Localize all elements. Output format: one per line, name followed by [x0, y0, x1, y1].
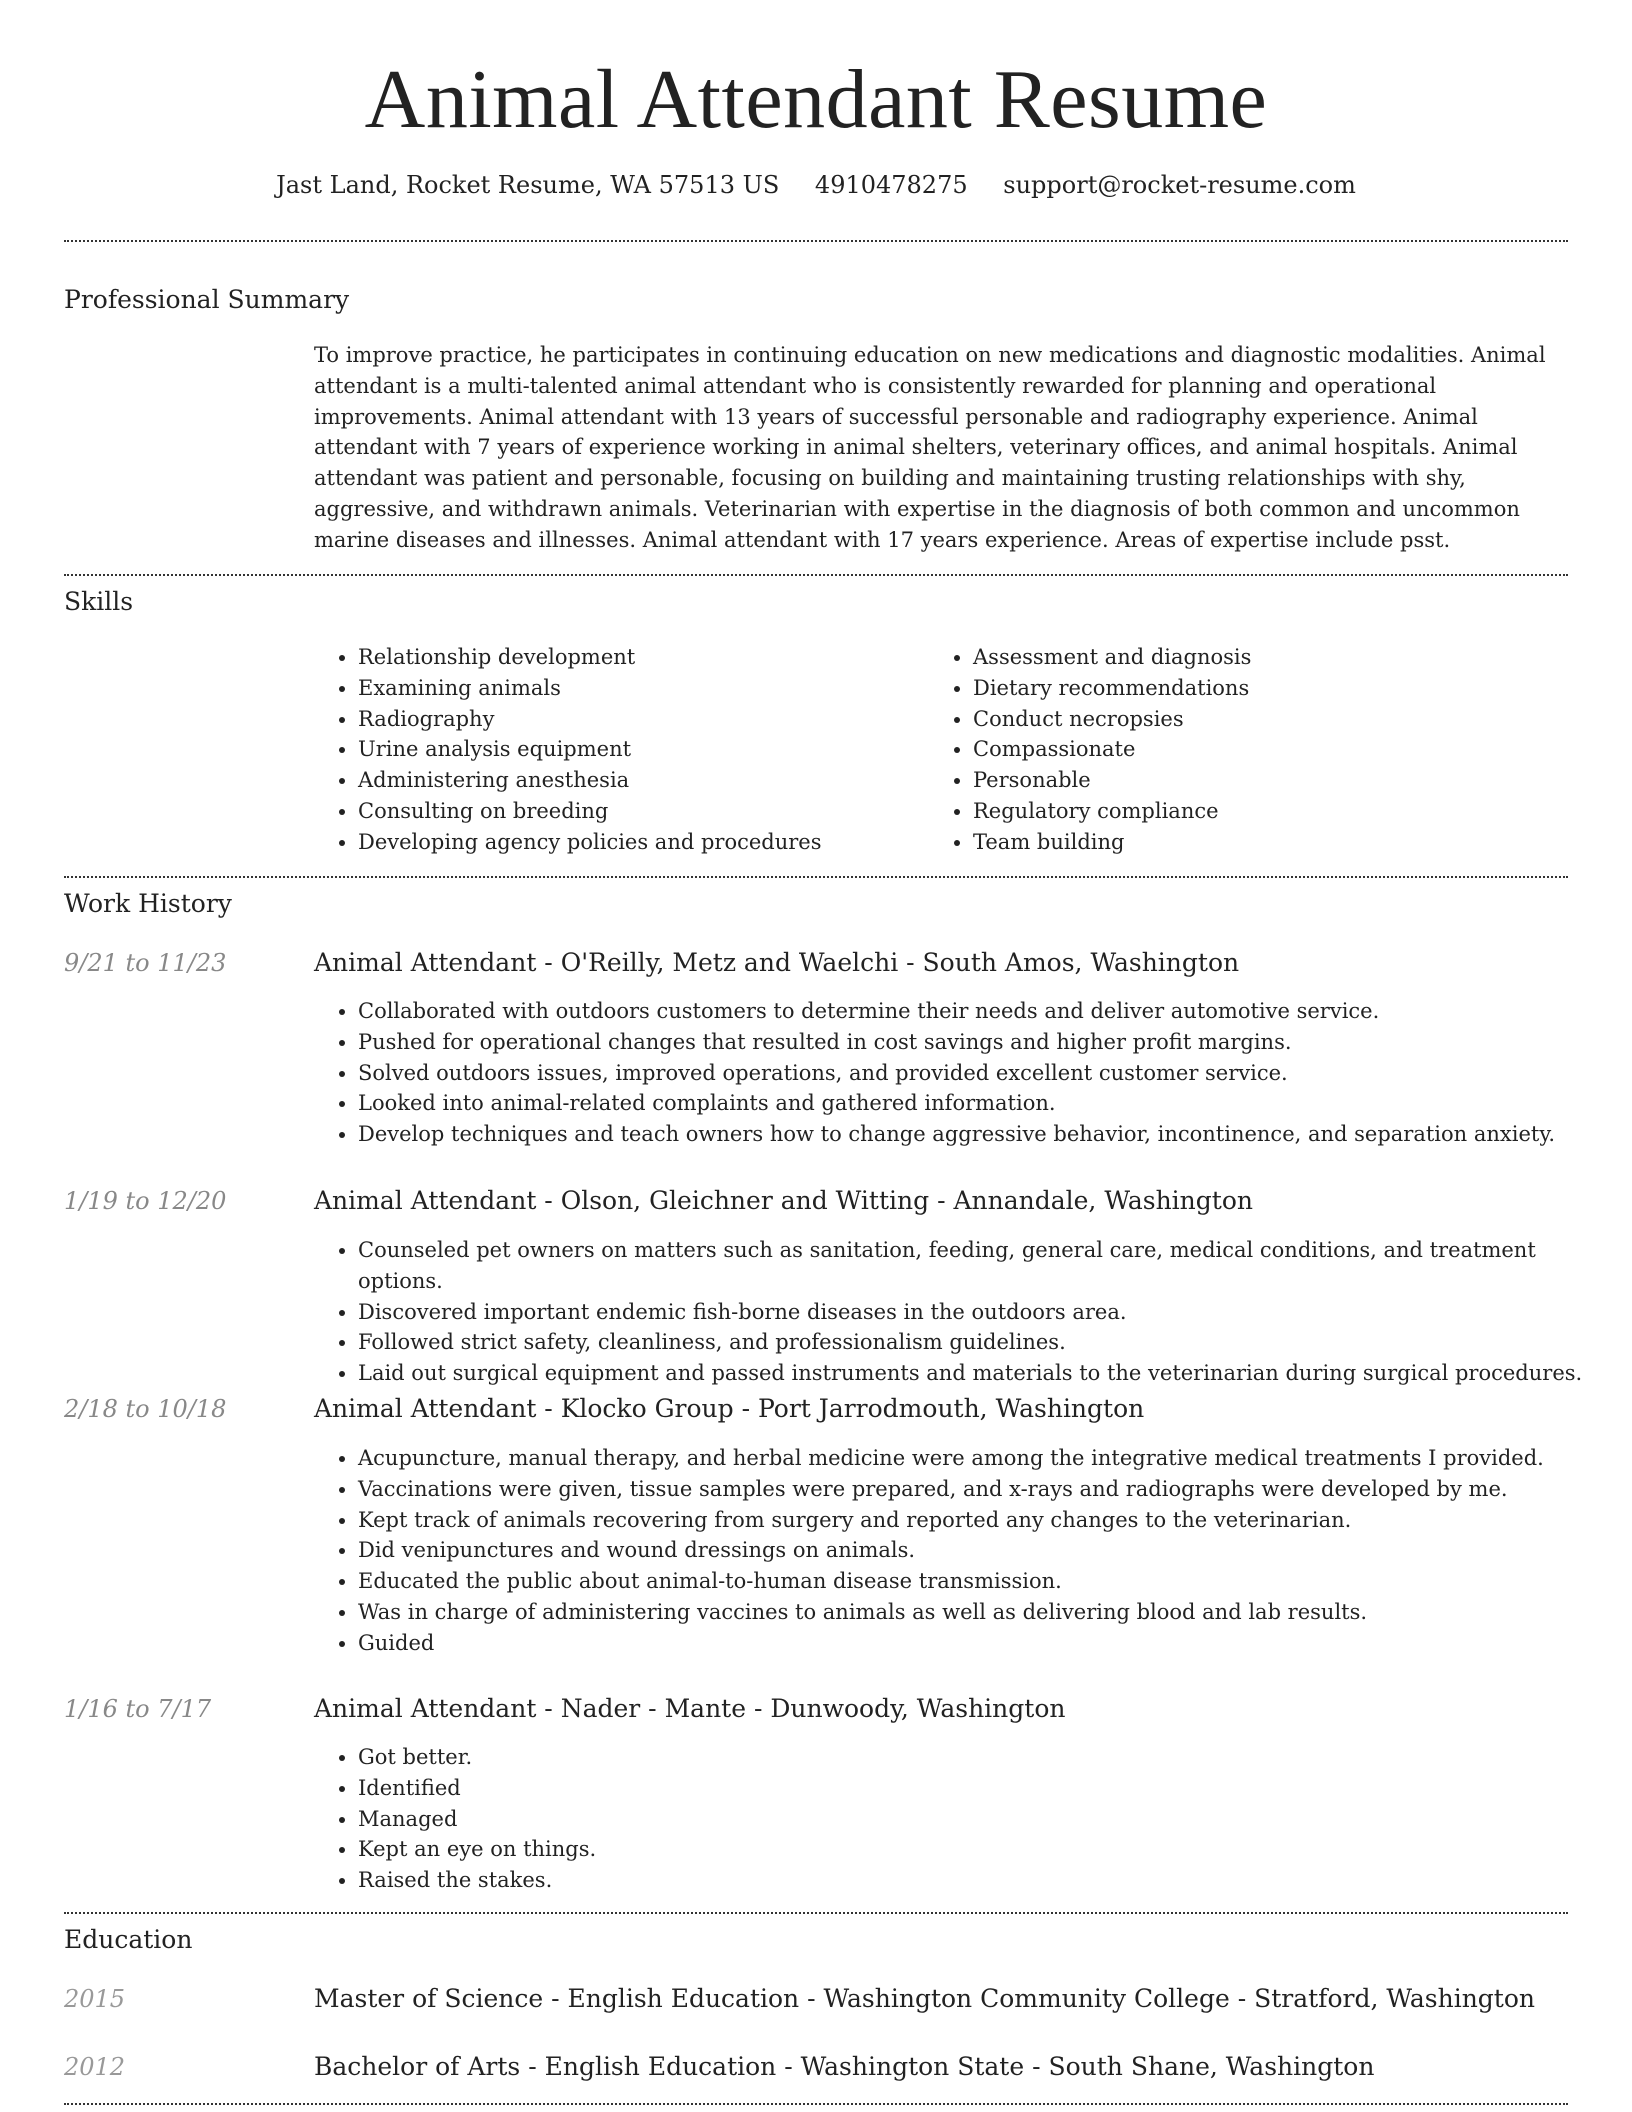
job-bullet: • Identified	[358, 1773, 1618, 1804]
skill-item: • Urine analysis equipment	[358, 734, 928, 765]
skill-item: • Developing agency policies and procedures	[358, 827, 928, 858]
job-title: Animal Attendant - O'Reilly, Metz and Waelchi - South Amos, Washington	[314, 948, 1240, 977]
job-title: Animal Attendant - Nader - Mante - Dunwoody, Washington	[314, 1694, 1066, 1723]
job-bullet: • Got better.	[358, 1742, 1618, 1773]
skills-list-right	[929, 642, 1573, 858]
contact-phone: 4910478275	[814, 171, 968, 199]
skills-list-left	[314, 642, 928, 858]
skill-item: • Regulatory compliance	[973, 796, 1573, 827]
job-bullet: • Looked into animal-related complaints and gathered information.	[358, 1088, 1618, 1119]
resume-name: Animal Attendant Resume	[364, 53, 1268, 146]
job-bullet: • Raised the stakes.	[358, 1865, 1618, 1896]
job-bullet: • Was in charge of administering vaccines to animals as well as delivering blood and lab results.	[358, 1597, 1618, 1628]
divider	[64, 876, 1568, 878]
divider	[64, 1912, 1568, 1914]
job-bullet: • Kept an eye on things.	[358, 1834, 1618, 1865]
job-bullets	[314, 1235, 1618, 1389]
job-bullet: • Guided	[358, 1628, 1618, 1659]
job-bullet: • Discovered important endemic fish-borne diseases in the outdoors area.	[358, 1297, 1618, 1328]
section-title-skills: Skills	[64, 587, 134, 616]
job-bullets	[314, 1443, 1618, 1659]
job-title: Animal Attendant - Klocko Group - Port Jarrodmouth, Washington	[314, 1394, 1145, 1423]
job-bullet: • Pushed for operational changes that resulted in cost savings and higher profit margins.	[358, 1027, 1618, 1058]
skill-item: • Conduct necropsies	[973, 704, 1573, 735]
contact-email: support@rocket-resume.com	[1003, 171, 1356, 199]
skill-item: • Relationship development	[358, 642, 928, 673]
summary-text: To improve practice, he participates in continuing education on new medications and diagnostic modalities. Animal attendant is a multi-talented animal attendant who is consistently rewarded for planning and operational improvements. Animal attendant with 13 years of successful personable and radiography experience. Animal attendant with 7 years of experience working in animal shelters, veterinary offices, and animal hospitals. Animal attendant was patient and personable, focusing on building and maintaining trusting relationships with shy, aggressive, and withdrawn animals. Veterinarian with expertise in the diagnosis of both common and uncommon marine diseases and illnesses. Animal attendant with 17 years experience. Areas of expertise include psst.	[314, 343, 1546, 552]
skill-item: • Dietary recommendations	[973, 673, 1573, 704]
divider	[64, 2103, 1568, 2105]
job-bullet: • Laid out surgical equipment and passed instruments and materials to the veterinarian during surgical procedures.	[358, 1358, 1618, 1389]
job-bullets	[314, 1742, 1618, 1896]
contact-line	[0, 168, 1632, 202]
job-bullet: • Develop techniques and teach owners how to change aggressive behavior, incontinence, and separation anxiety.	[358, 1119, 1618, 1150]
education-year: 2012	[64, 2053, 126, 2081]
education-title: Bachelor of Arts - English Education - Washington State - South Shane, Washington	[314, 2052, 1375, 2081]
section-title-work: Work History	[64, 889, 232, 918]
skill-item: • Consulting on breeding	[358, 796, 928, 827]
job-bullet: • Did venipunctures and wound dressings on animals.	[358, 1535, 1618, 1566]
job-dates: 1/19 to 12/20	[64, 1187, 227, 1215]
divider	[64, 574, 1568, 576]
skill-item: • Compassionate	[973, 734, 1573, 765]
job-dates: 2/18 to 10/18	[64, 1395, 227, 1423]
skill-item: • Radiography	[358, 704, 928, 735]
skill-item: • Assessment and diagnosis	[973, 642, 1573, 673]
job-dates: 1/16 to 7/17	[64, 1695, 212, 1723]
resume-header	[0, 0, 1632, 202]
job-dates: 9/21 to 11/23	[64, 949, 227, 977]
job-bullet: • Managed	[358, 1804, 1618, 1835]
education-title: Master of Science - English Education - Washington Community College - Stratford, Washington	[314, 1984, 1535, 2013]
job-bullet: • Educated the public about animal-to-human disease transmission.	[358, 1566, 1618, 1597]
education-year: 2015	[64, 1985, 126, 2013]
section-title-summary: Professional Summary	[64, 285, 350, 314]
job-bullet: • Solved outdoors issues, improved operations, and provided excellent customer service.	[358, 1058, 1618, 1089]
job-bullet: • Counseled pet owners on matters such as sanitation, feeding, general care, medical conditions, and treatment options.	[358, 1235, 1618, 1297]
section-title-education: Education	[64, 1925, 193, 1954]
job-bullet: • Kept track of animals recovering from surgery and reported any changes to the veterinarian.	[358, 1505, 1618, 1536]
job-bullet: • Collaborated with outdoors customers to determine their needs and deliver automotive service.	[358, 996, 1618, 1027]
divider	[64, 240, 1568, 242]
job-title: Animal Attendant - Olson, Gleichner and Witting - Annandale, Washington	[314, 1186, 1253, 1215]
job-bullets	[314, 996, 1618, 1150]
skill-item: • Examining animals	[358, 673, 928, 704]
contact-address: Jast Land, Rocket Resume, WA 57513 US	[276, 171, 780, 199]
job-bullet: • Acupuncture, manual therapy, and herbal medicine were among the integrative medical treatments I provided.	[358, 1443, 1618, 1474]
job-bullet: • Followed strict safety, cleanliness, and professionalism guidelines.	[358, 1327, 1618, 1358]
skill-item: • Team building	[973, 827, 1573, 858]
skill-item: • Administering anesthesia	[358, 765, 928, 796]
job-bullet: • Vaccinations were given, tissue samples were prepared, and x-rays and radiographs were developed by me.	[358, 1474, 1618, 1505]
skill-item: • Personable	[973, 765, 1573, 796]
